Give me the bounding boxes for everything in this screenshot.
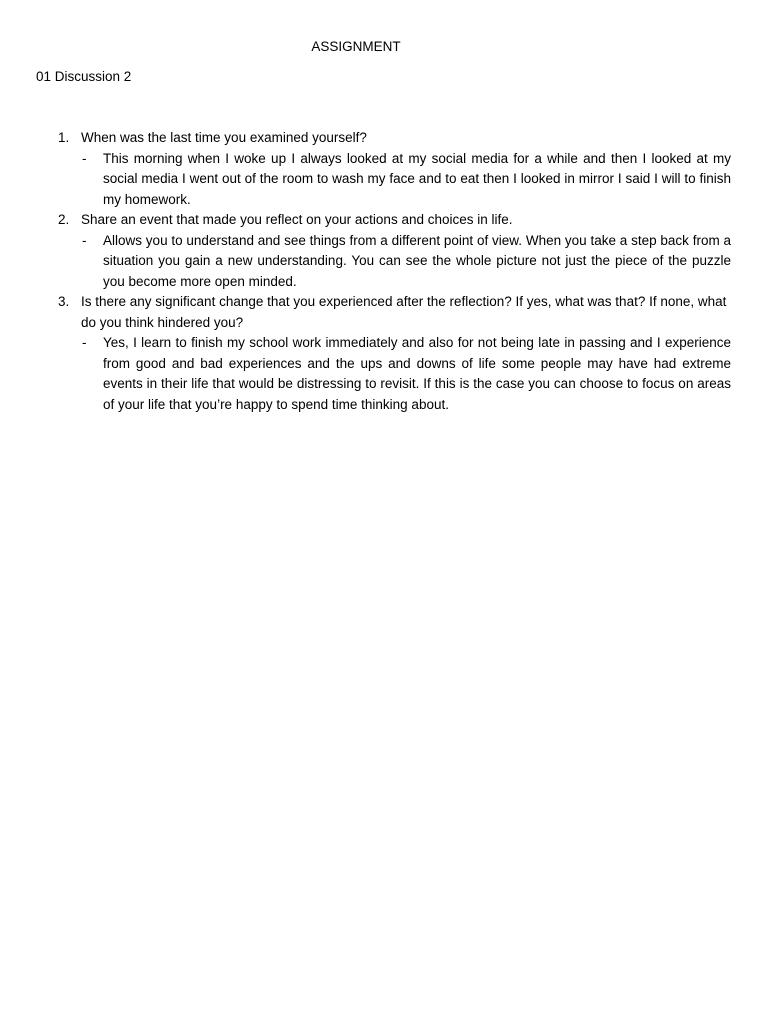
answer-text: Allows you to understand and see things from a different point of view. When you take a step back from a situation you gain a new understanding. You can see the whole picture not just the piece of the puzzle you become more open minded.: [103, 232, 731, 289]
document-title: ASSIGNMENT: [311, 39, 401, 54]
answer-block: [0, 231, 768, 293]
question-list: [0, 128, 768, 415]
list-item: [0, 292, 768, 415]
item-number: 2.: [58, 212, 70, 227]
answer-bullet: -: [82, 232, 87, 248]
question-text: Share an event that made you reflect on your actions and choices in life.: [81, 212, 513, 227]
list-item: [0, 128, 768, 210]
answer-bullet: -: [82, 335, 87, 350]
item-number: 3.: [58, 294, 70, 309]
question-text: When was the last time you examined yourself?: [81, 130, 367, 145]
item-number: 1.: [58, 130, 70, 145]
list-item: [0, 210, 768, 292]
answer-block: [0, 333, 768, 415]
document-subtitle: 01 Discussion 2: [36, 69, 132, 84]
answer-text: Yes, I learn to finish my school work immediately and also for not being late in passing and I experience from good and bad experiences and the ups and downs of life some people may have had extreme events in their life that would be distressing to revisit. If this is the case you can choose to focus on areas of your life that you’re happy to spend time thinking about.: [103, 335, 731, 412]
question-text: Is there any significant change that you experienced after the reflection? If yes, what was that? If none, what do you think hindered you?: [81, 294, 727, 330]
answer-bullet: -: [82, 150, 87, 166]
answer-text: This morning when I woke up I always looked at my social media for a while and then I looked at my social media I went out of the room to wash my face and to eat then I looked in mirror I said I will to finish my homework.: [103, 150, 731, 207]
answer-block: [0, 149, 768, 211]
